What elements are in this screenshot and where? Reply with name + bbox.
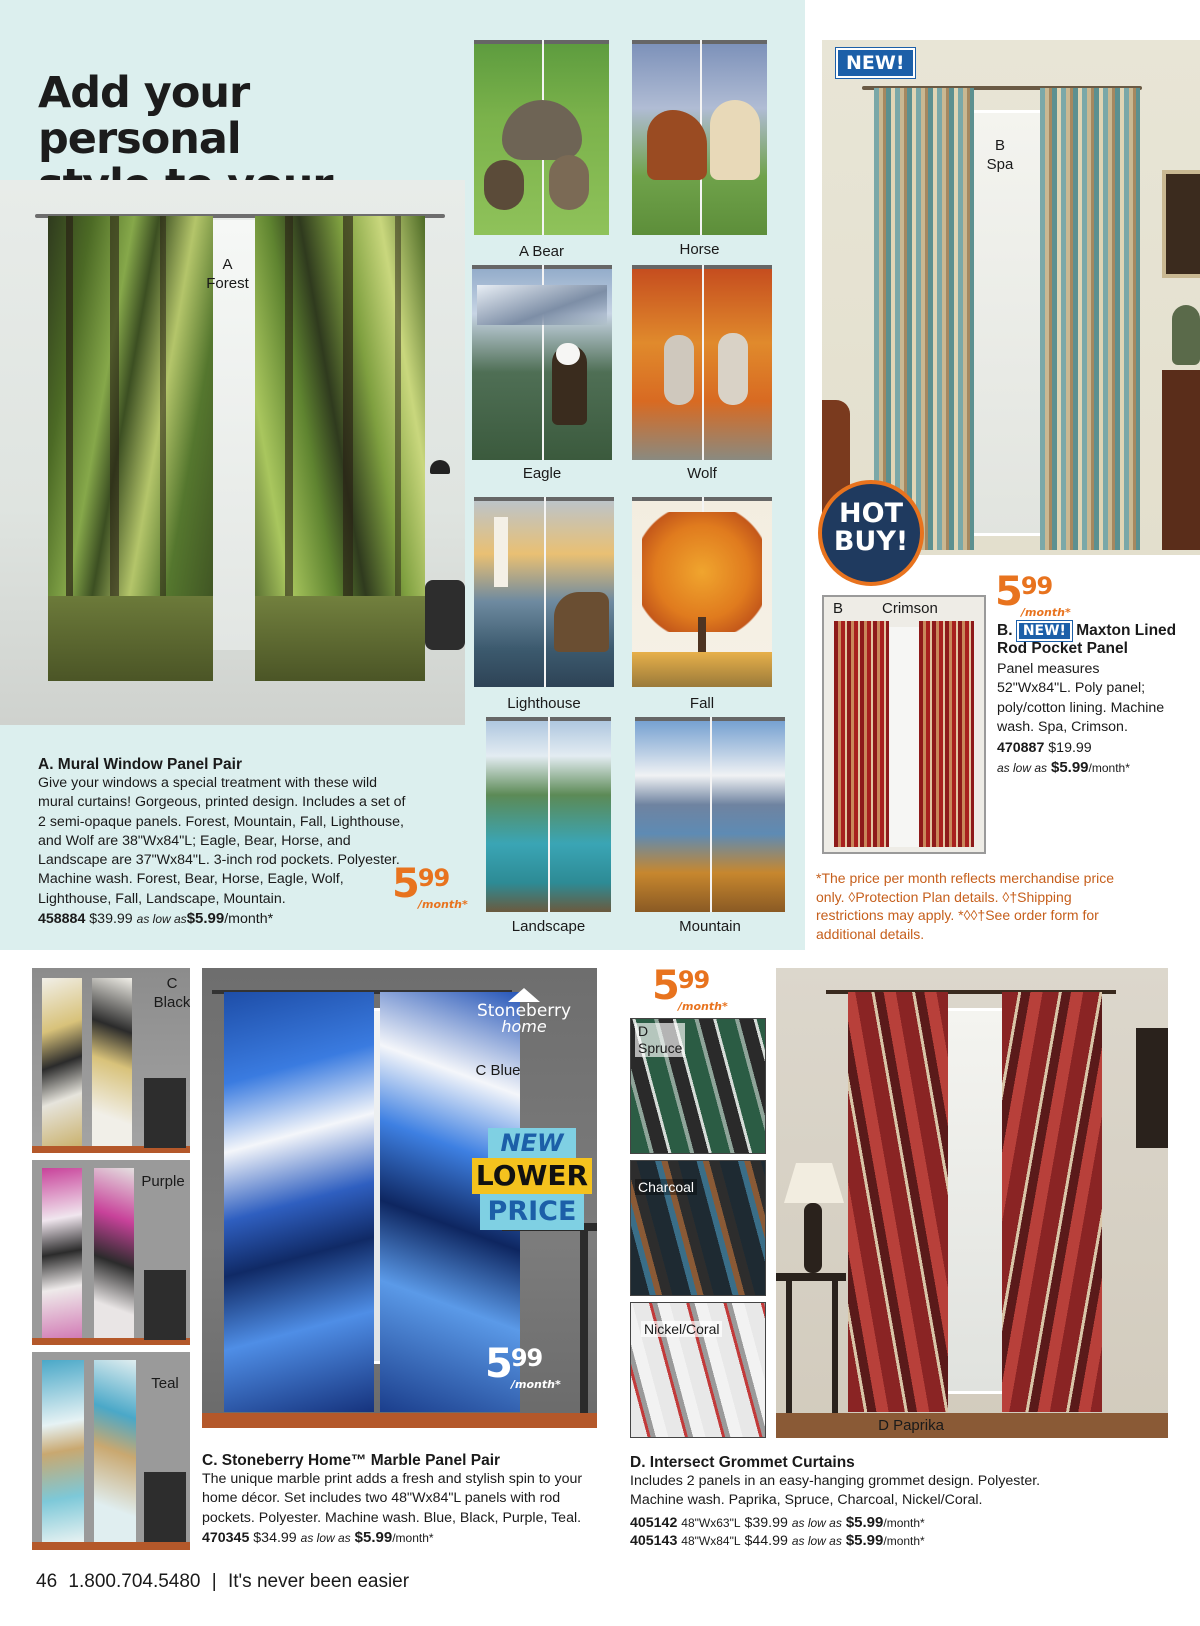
page-footer [36, 1571, 409, 1593]
product-a-price: $39.99 [89, 911, 133, 928]
variant-eagle-photo[interactable] [472, 265, 612, 460]
product-c-price-badge: 599 /month* [485, 1341, 561, 1391]
product-b-title: B. NEW! Maxton Lined Rod Pocket Panel [997, 622, 1177, 657]
variant-bear-label: A Bear [518, 243, 565, 260]
as-low-as-text: as low as [791, 1533, 842, 1548]
product-d-row [630, 1532, 1050, 1550]
product-a-price-badge: 599 /month* [392, 861, 468, 911]
swatch-black-photo[interactable] [32, 968, 190, 1153]
spa-right-panel [1040, 88, 1140, 550]
swatch-purple-label: Purple [141, 1173, 185, 1190]
product-c-pricing [202, 1528, 602, 1548]
paprika-left-panel [848, 992, 948, 1412]
crimson-curtain-photo[interactable] [822, 595, 986, 854]
crimson-label-name: Crimson [882, 600, 938, 617]
product-b-description: Panel measures 52"Wx84"L. Poly panel; poly/cotton lining. Machine wash. Spa, Crimson. [997, 661, 1165, 735]
product-c-details [202, 1452, 602, 1548]
product-d-price: $39.99 [744, 1514, 788, 1531]
product-b-price-badge: 599 /month* [995, 569, 1071, 619]
product-b-details [997, 622, 1177, 779]
per-month-text: /month* [224, 911, 274, 928]
blue-left-panel [224, 992, 374, 1412]
product-d-sku: 405143 [630, 1532, 678, 1549]
swatch-purple-photo[interactable] [32, 1160, 190, 1345]
product-d-price-badge: 599 /month* [652, 963, 728, 1013]
picture-frame [1162, 170, 1200, 278]
product-d-sku: 405142 [630, 1514, 678, 1531]
product-b-sku: 470887 [997, 740, 1045, 757]
swatch-nickel-coral-label: Nickel/Coral [641, 1321, 722, 1337]
swatch-spruce-label: D Spruce [635, 1023, 685, 1057]
product-d-row [630, 1514, 1050, 1532]
as-low-as-text: as low as [300, 1530, 351, 1545]
product-d-size: 48"Wx63"L [681, 1515, 741, 1530]
product-d-title: D. Intersect Grommet Curtains [630, 1454, 855, 1471]
variant-horse-photo[interactable] [632, 40, 767, 235]
product-a-details [38, 756, 413, 929]
swatch-charcoal-label: Charcoal [635, 1179, 697, 1195]
variant-lighthouse-label: Lighthouse [507, 695, 581, 712]
spa-curtain-photo[interactable] [822, 40, 1200, 555]
new-lower-price-badge: NEW LOWER PRICE [472, 1128, 592, 1230]
paprika-right-panel [1002, 992, 1102, 1412]
variant-wolf-label: Wolf [687, 465, 717, 482]
spa-left-panel [874, 88, 974, 550]
swatch-nickel-coral-photo[interactable] [630, 1302, 766, 1438]
product-b-price: $19.99 [1048, 740, 1092, 757]
hot-buy-line-2: BUY! [833, 526, 909, 557]
lamp-base [804, 1203, 822, 1273]
variant-lighthouse-photo[interactable] [474, 497, 614, 687]
variant-bear-photo[interactable] [474, 40, 609, 235]
product-a-monthly: $5.99 [186, 910, 225, 928]
blue-label: C Blue [475, 1062, 521, 1079]
side-table-leg [786, 1281, 792, 1421]
product-c-title: C. Stoneberry Home™ Marble Panel Pair [202, 1452, 501, 1469]
stoneberry-home-logo: Stoneberry home [464, 988, 584, 1034]
new-badge: NEW! [836, 48, 915, 78]
product-c-sku: 470345 [202, 1529, 250, 1546]
product-d-details [630, 1454, 1050, 1550]
crimson-left-panel [834, 621, 889, 847]
swatch-black-label: C Black [153, 975, 190, 1011]
product-d-description: Includes 2 panels in an easy-hanging grommet design. Polyester. Machine wash. Paprika, Spruce, Charcoal, Nickel/Coral. [630, 1473, 1041, 1509]
as-low-as-text: as low as [136, 912, 187, 927]
product-c-price: $34.99 [253, 1529, 297, 1546]
side-table-leg [832, 1281, 838, 1421]
swatch-charcoal-photo[interactable] [630, 1160, 766, 1296]
hot-buy-badge [818, 480, 924, 586]
as-low-as-text: as low as [791, 1515, 842, 1530]
product-a-sku: 458884 [38, 911, 86, 928]
paprika-label: D Paprika [878, 1417, 944, 1434]
product-c-monthly: $5.99 [354, 1528, 393, 1546]
phone-number[interactable]: 1.800.704.5480 [68, 1571, 201, 1592]
footer-separator: | [211, 1571, 217, 1592]
title-new-badge: NEW! [1017, 621, 1072, 641]
per-month-text: /month* [883, 1533, 925, 1548]
crimson-right-panel [919, 621, 974, 847]
headline-line-1: Add your personal [38, 68, 250, 164]
product-c-description: The unique marble print adds a fresh and stylish spin to your home décor. Set includes two 48"Wx84"L panels with rod pockets. Polyester. Machine wash. Blue, Black, Purple, Teal. [202, 1471, 583, 1526]
variant-landscape-label: Landscape [511, 918, 586, 935]
variant-fall-label: Fall [689, 695, 715, 712]
paprika-curtain-photo[interactable] [776, 968, 1168, 1438]
forest-left-panel [48, 216, 213, 681]
product-b-monthly: $5.99 [1050, 759, 1089, 777]
floor [202, 1413, 597, 1428]
variant-eagle-label: Eagle [522, 465, 562, 482]
product-b-pricing [997, 739, 1177, 779]
floor [776, 1413, 1168, 1438]
page-number: 46 [36, 1571, 58, 1592]
footer-tagline: It's never been easier [228, 1571, 410, 1592]
spa-label: B Spa [986, 137, 1014, 173]
vase [1172, 305, 1200, 365]
variant-mountain-label: Mountain [679, 918, 741, 935]
crimson-label-letter: B [833, 600, 844, 617]
product-d-monthly: $5.99 [845, 1531, 884, 1549]
variant-wolf-photo[interactable] [632, 265, 772, 460]
product-d-monthly: $5.99 [845, 1513, 884, 1531]
swatch-teal-label: Teal [151, 1375, 179, 1392]
as-low-as-text: as low as [997, 761, 1048, 776]
product-a-title: A. Mural Window Panel Pair [38, 756, 242, 773]
swatch-teal-photo[interactable] [32, 1352, 190, 1550]
lamp-shade [784, 1163, 844, 1203]
per-month-text: /month* [392, 1530, 434, 1545]
product-a-description: Give your windows a special treatment with these wild mural curtains! Gorgeous, printed design. Includes a set of 2 semi-opaque panels. Forest, Mountain, Fall, Lighthouse, and Wolf are 38"Wx84"L; Eagle, Bear, Horse, and Landscape are 37"Wx84"L. 3-inch rod pockets. Polyester. Machine wash. Forest, Bear, Horse, Eagle, Wolf, Lighthouse, Fall, Landscape, Mountain. [38, 775, 406, 907]
product-d-price: $44.99 [744, 1532, 788, 1549]
product-d-size: 48"Wx84"L [681, 1533, 741, 1548]
variant-landscape-photo[interactable] [486, 717, 611, 912]
product-a-pricing [38, 909, 413, 929]
disclaimer-text: *The price per month reflects merchandise price only. ◊Protection Plan details. ◊†Shipping restrictions may apply. *◊◊†See order form for additional details. [816, 870, 1115, 942]
per-month-text: /month* [883, 1515, 925, 1530]
variant-horse-label: Horse [679, 241, 720, 258]
forest-curtain-photo[interactable] [0, 180, 465, 725]
wall-frame [1136, 1028, 1168, 1148]
swatch-spruce-photo[interactable] [630, 1018, 766, 1154]
variant-fall-photo[interactable] [632, 497, 772, 687]
forest-right-panel [255, 216, 425, 681]
hot-buy-line-1: HOT [839, 498, 903, 529]
side-table [776, 1273, 846, 1281]
house-icon [508, 988, 540, 1002]
side-table-leg [580, 1231, 588, 1421]
side-table [1162, 370, 1200, 550]
forest-label: A Forest [206, 256, 249, 292]
variant-mountain-photo[interactable] [635, 717, 785, 912]
per-month-text: /month* [1088, 761, 1130, 776]
window-background [886, 627, 922, 847]
chair [420, 460, 465, 710]
